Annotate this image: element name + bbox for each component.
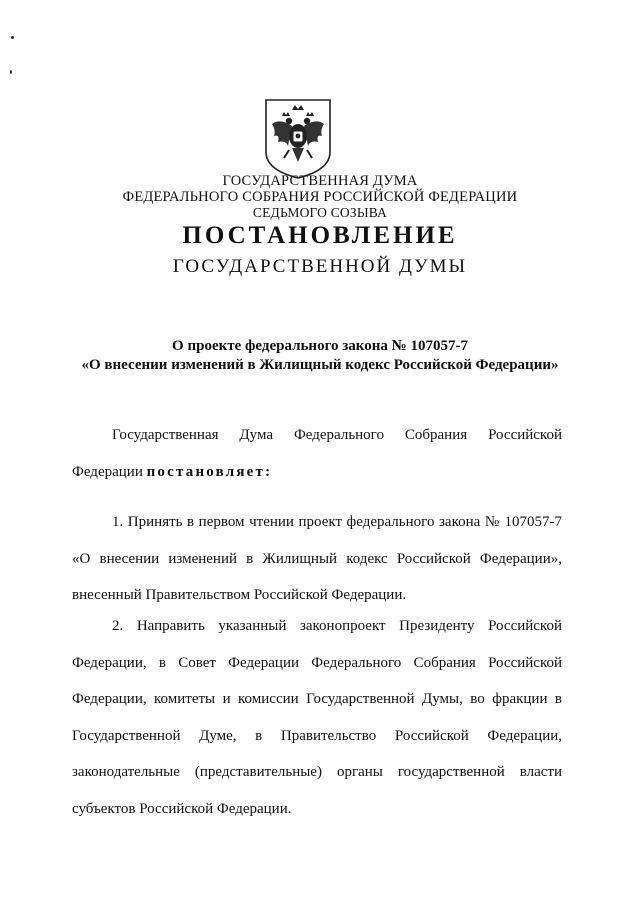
title-line-bill-name: «О внесении изменений в Жилищный кодекс Российской Федерации» bbox=[81, 357, 559, 373]
scan-speck bbox=[10, 70, 12, 74]
preamble-verb: постановляет: bbox=[146, 463, 273, 480]
preamble-text: Государственная Дума Федерального Собрания Российской Федерации bbox=[72, 427, 562, 480]
document-type: ПОСТАНОВЛЕНИЕ bbox=[182, 222, 458, 249]
header-line-convocation: СЕДЬМОГО СОЗЫВА bbox=[252, 205, 388, 220]
title-line-bill-number: О проекте федерального закона № 107057-7 bbox=[172, 338, 468, 354]
header-line-duma: ГОСУДАРСТВЕННАЯ ДУМА bbox=[222, 173, 418, 189]
resolution-item-1: 1. Принять в первом чтении проект федерального закона № 107057-7 «О внесении изменений в Жилищный кодекс Российской Федерации», внесенный Правительством Российской Федерации. bbox=[72, 514, 562, 603]
header-line-assembly: ФЕДЕРАЛЬНОГО СОБРАНИЯ РОССИЙСКОЙ ФЕДЕРАЦИИ bbox=[122, 189, 518, 205]
issuer-header bbox=[0, 173, 640, 221]
document-title bbox=[0, 337, 640, 375]
preamble-paragraph bbox=[72, 417, 562, 490]
document-issuer: ГОСУДАРСТВЕННОЙ ДУМЫ bbox=[172, 256, 468, 277]
resolution-item-2: 2. Направить указанный законопроект Президенту Российской Федерации, в Совет Федерации Федерального Собрания Российской Федерации, комитеты и комиссии Государственной Думы, во фракции в Государственной Думе, в Правительство Российской Федерации, законодательные (представительные) органы государственной власти субъектов Российской Федерации. bbox=[72, 618, 562, 817]
coat-of-arms-emblem bbox=[262, 96, 334, 180]
scan-speck bbox=[11, 36, 14, 39]
